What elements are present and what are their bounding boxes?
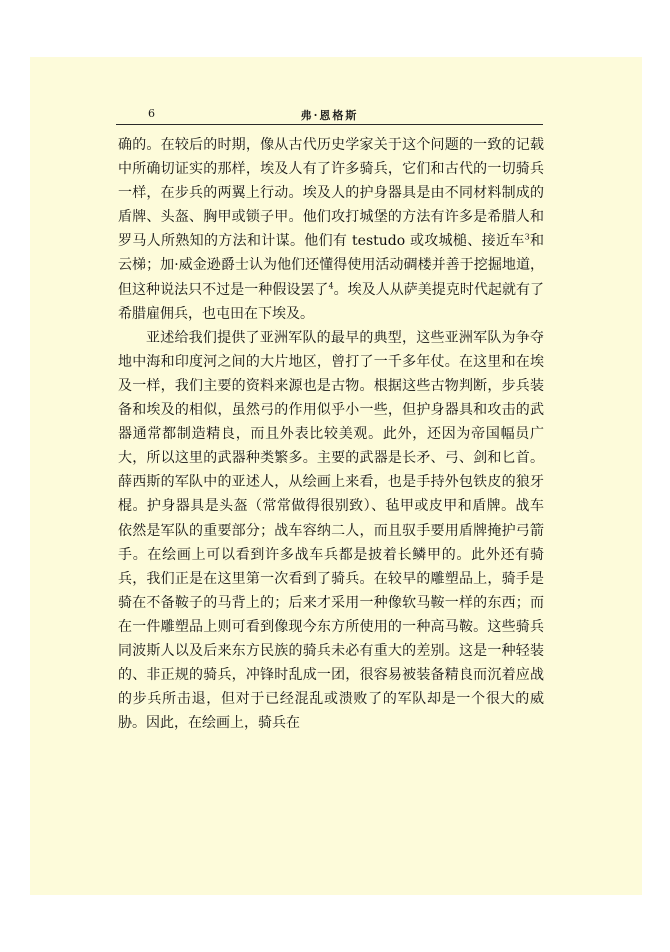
paragraph-1-segment-1: 确的。在较后的时期，像从古代历史学家关于这个问题的一致的记载中所确切证实的那样，埃及人有了许多骑兵，它们和古代的一切骑兵一样，在步兵的两翼上行动。埃及人的护身器具是由不同材料制成的盾牌、头盔、胸甲或锁子甲。他们攻打城堡的方法有许多是希腊人和罗马人所熟知的方法和计谋。他们有 testudo 或攻城槌、接近车 bbox=[118, 137, 544, 250]
running-title: 弗·恩格斯 bbox=[300, 109, 359, 122]
paragraph-1-segment-3: 。埃及人从萨美提克时代起就有了希腊雇佣兵，也屯田在下埃及。 bbox=[118, 281, 544, 322]
page-number: 6 bbox=[148, 107, 155, 120]
paragraph-1 bbox=[118, 133, 544, 326]
paragraph-1-segment-2: 和云梯；加·威金逊爵士认为他们还懂得使用活动碉楼并善于挖掘地道，但这种说法只不过是一种假设罢了 bbox=[118, 233, 545, 298]
footnote-marker-4: 4 bbox=[328, 280, 334, 290]
paragraph-2: 亚述给我们提供了亚洲军队的最早的典型，这些亚洲军队为争夺地中海和印度河之间的大片地区，曾打了一千多年仗。在这里和在埃及一样，我们主要的资料来源也是古物。根据这些古物判断，步兵装备和埃及的相似，虽然弓的作用似乎小一些，但护身器具和攻击的武器通常都制造精良，而且外表比较美观。此外，还因为帝国幅员广大，所以这里的武器种类繁多。主要的武器是长矛、弓、剑和匕首。薛西斯的军队中的亚述人，从绘画上来看，也是手持外包铁皮的狼牙棍。护身器具是头盔（常常做得很别致）、毡甲或皮甲和盾牌。战车依然是军队的重要部分；战车容纳二人，而且驭手要用盾牌掩护弓箭手。在绘画上可以看到许多战车兵都是披着长鳞甲的。此外还有骑兵，我们正是在这里第一次看到了骑兵。在较早的雕塑品上，骑手是骑在不备鞍子的马背上的；后来才采用一种像软马鞍一样的东西；而在一件雕塑品上则可看到像现今东方所使用的一种高马鞍。这些骑兵同波斯人以及后来东方民族的骑兵未必有重大的差别。这是一种轻装的、非正规的骑兵，冲锋时乱成一团，很容易被装备精良而沉着应战的步兵所击退，但对于已经混乱或溃败了的军队却是一个很大的威胁。因此，在绘画上，骑兵在 bbox=[118, 329, 544, 732]
running-header bbox=[116, 104, 543, 125]
footnote-marker-3: 3 bbox=[524, 232, 530, 242]
body-text bbox=[118, 133, 544, 735]
